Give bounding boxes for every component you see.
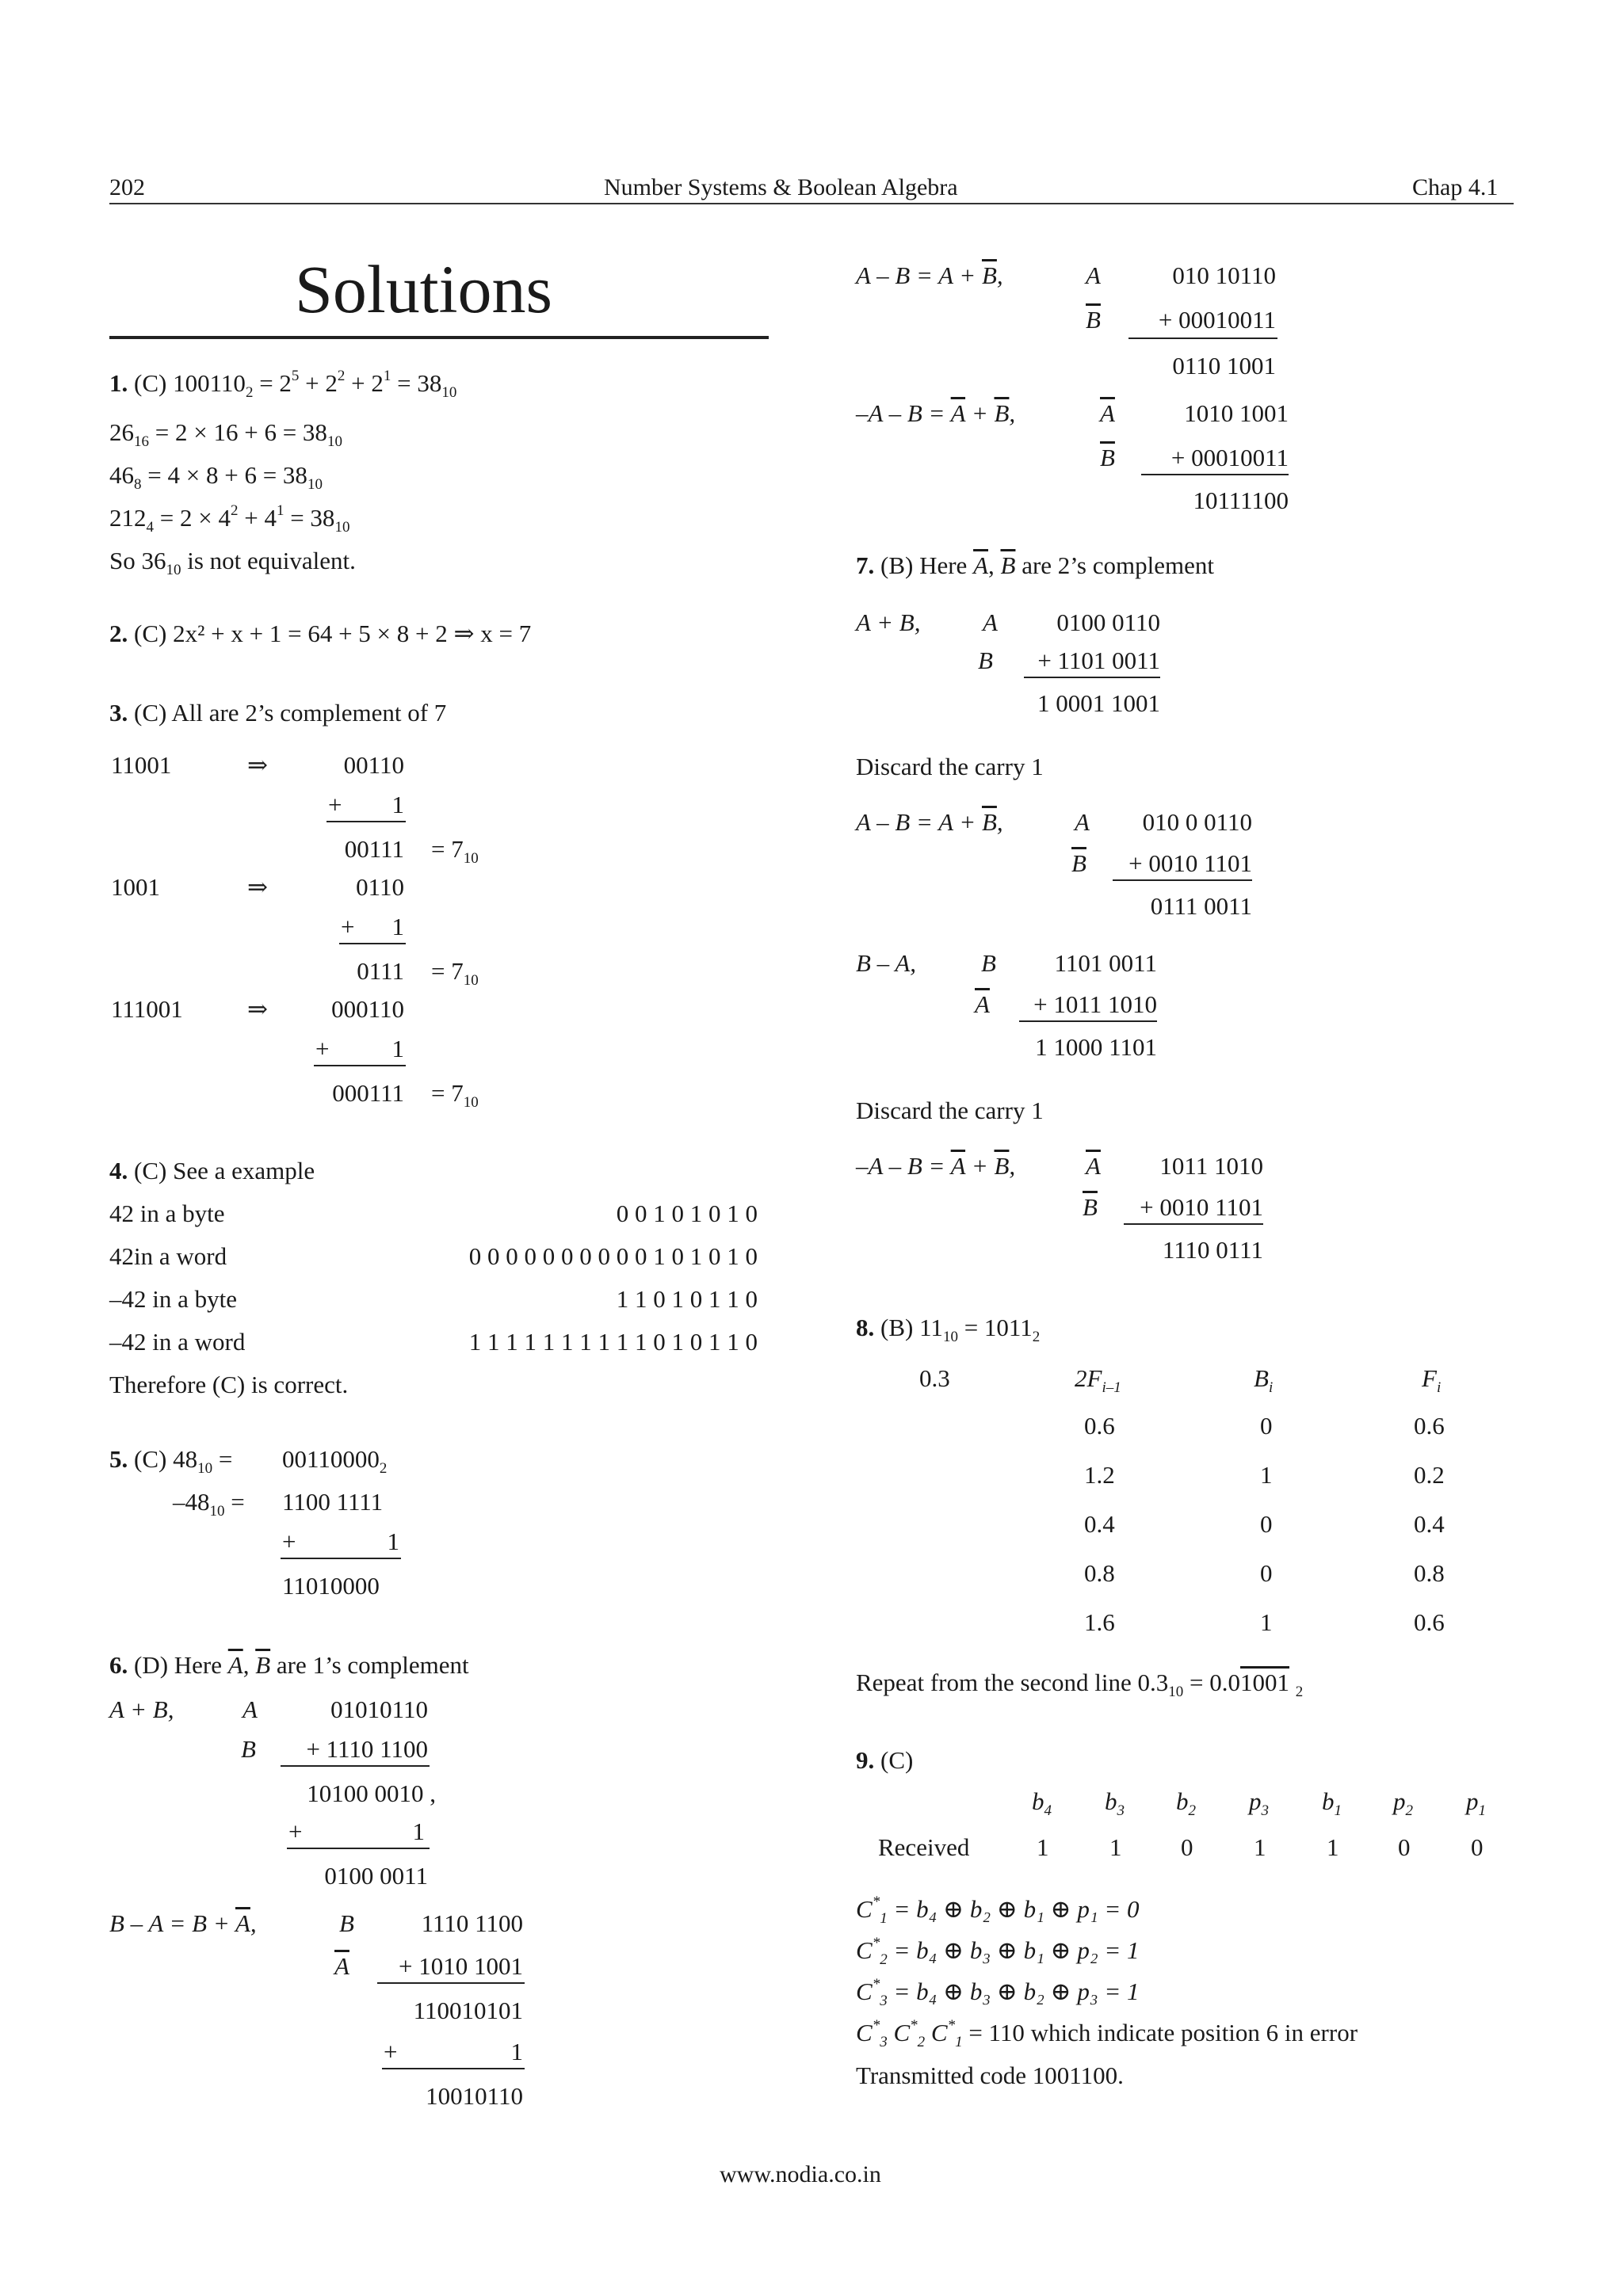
q7-s4-rule — [1124, 1223, 1263, 1225]
q7-s3-res: 1 1000 1101 — [1035, 1033, 1157, 1061]
q7-s2-b-label: $\overline{B}$ — [1071, 849, 1086, 877]
q7-s4-label: $-A - B = \overline{A} + \overline{B}$, — [856, 1152, 1016, 1180]
q3-row2-plus: + — [341, 913, 355, 940]
q6-s2-rule2 — [382, 2068, 525, 2069]
q9-c2: $C^*_2 = b_4$ ⊕ b₃ ⊕ b₁ ⊕ p₂ = 1 — [856, 1935, 1140, 1968]
q3-row2-rule — [339, 943, 406, 944]
chapter-label: Chap 4.1 — [1412, 174, 1499, 200]
q6-s2-one: 1 — [510, 2038, 523, 2065]
q3-row2-eq: = $7_{10}$ — [431, 957, 479, 989]
q8-header-2f: $2F_{i-1}$ — [1075, 1364, 1121, 1396]
q8-repeat: Repeat from the second line $0.3_{10} = 0.01001$ $_2$ — [856, 1669, 1304, 1700]
q6-number: 6. — [109, 1651, 128, 1679]
q6-s2-a-label: B — [339, 1909, 354, 1937]
q6-s2-rule — [377, 1982, 525, 1984]
q4-number: 4. — [109, 1157, 128, 1184]
q4-row3-label: –42 in a byte — [109, 1285, 237, 1313]
q3-row3-a: 000110 — [331, 995, 404, 1023]
q6-s1-one: 1 — [412, 1817, 425, 1845]
q7-s3-rule — [1019, 1020, 1157, 1022]
q7-s2-b: + 0010 1101 — [1128, 849, 1252, 877]
q6-s2-a: 1110 1100 — [421, 1909, 523, 1937]
q6-s3-res: 0110 1001 — [1172, 352, 1276, 379]
q6-s1-label: A + B, — [109, 1695, 174, 1723]
q5-line1-value: $00110000_2$ — [282, 1445, 388, 1477]
q6-s4-res: 10111100 — [1193, 486, 1289, 514]
q3-row3-rule — [314, 1065, 406, 1066]
q9-val-b4: 1 — [1037, 1833, 1049, 1861]
q6-s1-sum: 10100 0010 , — [307, 1779, 436, 1807]
q7-s2-a: 010 0 0110 — [1142, 808, 1252, 836]
q3-row2-res: 0111 — [357, 957, 404, 985]
q7-s4-a-label: $\overline{A}$ — [1086, 1152, 1101, 1180]
q9-number: 9. — [856, 1746, 875, 1774]
section-title: Solutions — [295, 251, 552, 327]
q8-row4-b: 0 — [1260, 1559, 1273, 1587]
q9-c1: $C^*_1 = b_4$ ⊕ b₂ ⊕ b₁ ⊕ p₁ = 0 — [856, 1894, 1140, 1927]
q3-row1-arrow: ⇒ — [247, 751, 268, 779]
q4-row2-label: 42in a word — [109, 1242, 227, 1270]
q8-row1-f: 0.6 — [1414, 1412, 1445, 1440]
q6-s1-res: 0100 0011 — [324, 1862, 428, 1890]
q9-val-p1: 0 — [1471, 1833, 1484, 1861]
q3-row1-plus: + — [328, 791, 342, 818]
q5-one: 1 — [387, 1527, 399, 1555]
q7-s4-a: 1011 1010 — [1159, 1152, 1263, 1180]
q7-s3-a: 1101 0011 — [1054, 949, 1157, 977]
q6-s2-label: $B - A = B + \overline{A}$, — [109, 1909, 257, 1937]
q5-number: 5. — [109, 1445, 128, 1473]
q8-row5-b: 1 — [1260, 1608, 1273, 1636]
q6-s4-a: 1010 1001 — [1184, 399, 1289, 427]
q7-s3-b-label: $\overline{A}$ — [975, 990, 990, 1018]
q8-header-b: $B_i$ — [1254, 1364, 1274, 1396]
q9-line: 9. (C) — [856, 1746, 914, 1774]
q6-s2-b: + 1010 1001 — [399, 1952, 523, 1980]
q6-s3-b: + 00010011 — [1158, 306, 1276, 334]
q9-col-b3: $b_3$ — [1105, 1787, 1125, 1819]
q5-plus: + — [282, 1527, 296, 1555]
q7-number: 7. — [856, 551, 875, 579]
q1-line-3: $212_4 = 2 \times 4^2 + 4^1 = 38_{10}$ — [109, 502, 350, 536]
q6-s1-b-label: B — [241, 1735, 256, 1763]
q1-line-2: $46_8 = 4 \times 8 + 6 = 38_{10}$ — [109, 461, 323, 493]
q3-row1-a: 00110 — [343, 751, 404, 779]
q3-row1-lhs: 11001 — [111, 751, 172, 779]
q4-row1-label: 42 in a byte — [109, 1199, 225, 1227]
q9-col-b4: $b_4$ — [1032, 1787, 1052, 1819]
q3-row2-arrow: ⇒ — [247, 873, 268, 901]
q8-row4-2f: 0.8 — [1084, 1559, 1115, 1587]
q8-row1-b: 0 — [1260, 1412, 1273, 1440]
q7-s3-b: + 1011 1010 — [1033, 990, 1157, 1018]
q3-row2-lhs: 1001 — [111, 873, 160, 901]
q8-header-f: $F_i$ — [1422, 1364, 1442, 1396]
q7-s4-res: 1110 0111 — [1162, 1236, 1263, 1264]
q3-row3-res: 000111 — [332, 1079, 404, 1107]
q9-syndrome: $C^*_3$ $C^*_2$ $C^*_1 = 110$ which indicate position 6 in error — [856, 2017, 1358, 2050]
q6-s4-label: $-A - B = \overline{A} + \overline{B}$, — [856, 399, 1016, 427]
q4-row1-bits: 0 0 1 0 1 0 1 0 — [616, 1199, 758, 1227]
q9-transmitted: Transmitted code 1001100. — [856, 2061, 1124, 2089]
q1-line-0: 1. (C) $100110_2 = 2^5 + 2^2 + 2^1 = 38_{10}$ — [109, 368, 457, 401]
q1-line-1: $26_{16} = 2 \times 16 + 6 = 38_{10}$ — [109, 418, 342, 450]
page-number: 202 — [109, 174, 145, 200]
q6-s2-b-label: $\overline{A}$ — [334, 1952, 349, 1980]
q7-s4-b: + 0010 1101 — [1140, 1193, 1263, 1221]
running-title: Number Systems & Boolean Algebra — [604, 174, 958, 200]
q9-val-p3: 1 — [1254, 1833, 1266, 1861]
q7-s1-res: 1 0001 1001 — [1037, 689, 1160, 717]
q8-number: 8. — [856, 1314, 875, 1341]
q3-row1-rule — [327, 821, 406, 822]
q9-col-p2: $p_2$ — [1393, 1787, 1413, 1819]
q7-s1-rule — [1024, 677, 1160, 678]
q6-s1-plus: + — [288, 1817, 303, 1845]
q6-s3-a: 010 10110 — [1172, 261, 1276, 289]
q7-s3-label: B – A, — [856, 949, 917, 977]
q6-s4-b-label: $\overline{B}$ — [1100, 444, 1115, 471]
q7-s3-a-label: B — [981, 949, 996, 977]
q9-val-b1: 1 — [1327, 1833, 1339, 1861]
q7-s2-label: $A - B = A + \overline{B}$, — [856, 808, 1003, 836]
q7-s4-b-label: $\overline{B}$ — [1083, 1193, 1098, 1221]
q7-s2-a-label: A — [1075, 808, 1090, 836]
q3-number: 3. — [109, 699, 128, 727]
q7-discard-2: Discard the carry 1 — [856, 1097, 1044, 1124]
q6-s3-label: $A - B = A + \overline{B}$, — [856, 261, 1003, 289]
footer-url[interactable]: www.nodia.co.in — [720, 2161, 881, 2187]
q6-s4-a-label: $\overline{A}$ — [1100, 399, 1115, 427]
q6-s3-b-label: $\overline{B}$ — [1086, 306, 1101, 334]
q3-row3-lhs: 111001 — [111, 995, 183, 1023]
q9-val-b3: 1 — [1109, 1833, 1122, 1861]
q8-row5-f: 0.6 — [1414, 1608, 1445, 1636]
q5-line2-value: 1100 1111 — [282, 1488, 384, 1516]
q9-row-label: Received — [878, 1833, 970, 1861]
q4-row3-bits: 1 1 0 1 0 1 1 0 — [616, 1285, 758, 1313]
q7-s1-b: + 1101 0011 — [1037, 646, 1160, 674]
q5-line1: 5. (C) $48_{10}$ = — [109, 1445, 233, 1477]
q3-row3-eq: = $7_{10}$ — [431, 1079, 479, 1111]
q6-s3-rule — [1128, 338, 1277, 339]
q3-row3-arrow: ⇒ — [247, 995, 268, 1023]
q8-row2-b: 1 — [1260, 1461, 1273, 1489]
q3-row1-eq: = $7_{10}$ — [431, 835, 479, 867]
q2-line: 2. (C) 2x² + x + 1 = 64 + 5 × 8 + 2 ⇒ x = 7 — [109, 620, 532, 647]
q7-line: 7. (B) Here $\overline{A}$, $\overline{B}$ are 2’s complement — [856, 551, 1214, 579]
q8-row2-f: 0.2 — [1414, 1461, 1445, 1489]
q5-rule — [281, 1558, 401, 1559]
q8-row2-2f: 1.2 — [1084, 1461, 1115, 1489]
q8-line: 8. (B) $11_{10} = 1011_2$ — [856, 1314, 1041, 1345]
q6-s1-a: 01010110 — [330, 1695, 428, 1723]
q8-start: 0.3 — [919, 1364, 950, 1392]
q3-row1-res: 00111 — [344, 835, 404, 863]
q6-s3-a-label: A — [1086, 261, 1101, 289]
q6-s1-rule — [281, 1765, 430, 1767]
q9-col-b1: $b_1$ — [1322, 1787, 1342, 1819]
q5-line2: $-48_{10}$ = — [173, 1488, 245, 1520]
q9-c3: $C^*_3 = b_4$ ⊕ b₃ ⊕ b₂ ⊕ p₃ = 1 — [856, 1976, 1140, 2009]
q3-row3-plus: + — [315, 1035, 330, 1062]
q6-line: 6. (D) Here $\overline{A}$, $\overline{B}$ are 1’s complement — [109, 1651, 469, 1679]
q6-s1-rule2 — [287, 1848, 430, 1849]
q6-s4-rule — [1141, 474, 1289, 475]
q9-val-b2: 0 — [1181, 1833, 1193, 1861]
q4-row4-label: –42 in a word — [109, 1328, 246, 1356]
q3-row2-one: 1 — [391, 913, 404, 940]
q3-row3-one: 1 — [391, 1035, 404, 1062]
q8-row4-f: 0.8 — [1414, 1559, 1445, 1587]
q6-s1-a-label: A — [242, 1695, 258, 1723]
q7-s2-rule — [1113, 879, 1252, 881]
q3-row1-one: 1 — [391, 791, 404, 818]
q8-row3-2f: 0.4 — [1084, 1510, 1115, 1538]
q9-col-b2: $b_2$ — [1176, 1787, 1196, 1819]
q4-line: 4. (C) See a example — [109, 1157, 315, 1184]
q7-s1-b-label: B — [978, 646, 993, 674]
q4-conclusion: Therefore (C) is correct. — [109, 1371, 349, 1398]
q3-row2-a: 0110 — [356, 873, 404, 901]
q3-line: 3. (C) All are 2’s complement of 7 — [109, 699, 447, 727]
header-rule — [109, 203, 1514, 204]
q8-row3-f: 0.4 — [1414, 1510, 1445, 1538]
q9-col-p3: $p_3$ — [1249, 1787, 1269, 1819]
q9-col-p1: $p_1$ — [1466, 1787, 1486, 1819]
q6-s2-res: 10010110 — [426, 2082, 523, 2110]
q6-s4-b: + 00010011 — [1170, 444, 1289, 471]
q6-s2-sum: 110010101 — [413, 1997, 523, 2024]
q6-s2-plus: + — [384, 2038, 398, 2065]
q1-number: 1. — [109, 369, 128, 397]
q7-s1-label: A + B, — [856, 608, 921, 636]
q8-row5-2f: 1.6 — [1084, 1608, 1115, 1636]
q7-discard-1: Discard the carry 1 — [856, 753, 1044, 780]
q7-s1-a: 0100 0110 — [1056, 608, 1160, 636]
q2-number: 2. — [109, 620, 128, 647]
q4-row4-bits: 1 1 1 1 1 1 1 1 1 1 0 1 0 1 1 0 — [468, 1328, 758, 1356]
q9-val-p2: 0 — [1398, 1833, 1411, 1861]
q6-s1-b: + 1110 1100 — [306, 1735, 428, 1763]
q1-line-4: So $36_{10}$ is not equivalent. — [109, 547, 356, 578]
q8-row3-b: 0 — [1260, 1510, 1273, 1538]
title-underline — [109, 336, 769, 339]
q7-s1-a-label: A — [983, 608, 998, 636]
q8-row1-2f: 0.6 — [1084, 1412, 1115, 1440]
q4-row2-bits: 0 0 0 0 0 0 0 0 0 0 1 0 1 0 1 0 — [468, 1242, 758, 1270]
q5-result: 11010000 — [282, 1572, 380, 1600]
q7-s2-res: 0111 0011 — [1150, 892, 1252, 920]
